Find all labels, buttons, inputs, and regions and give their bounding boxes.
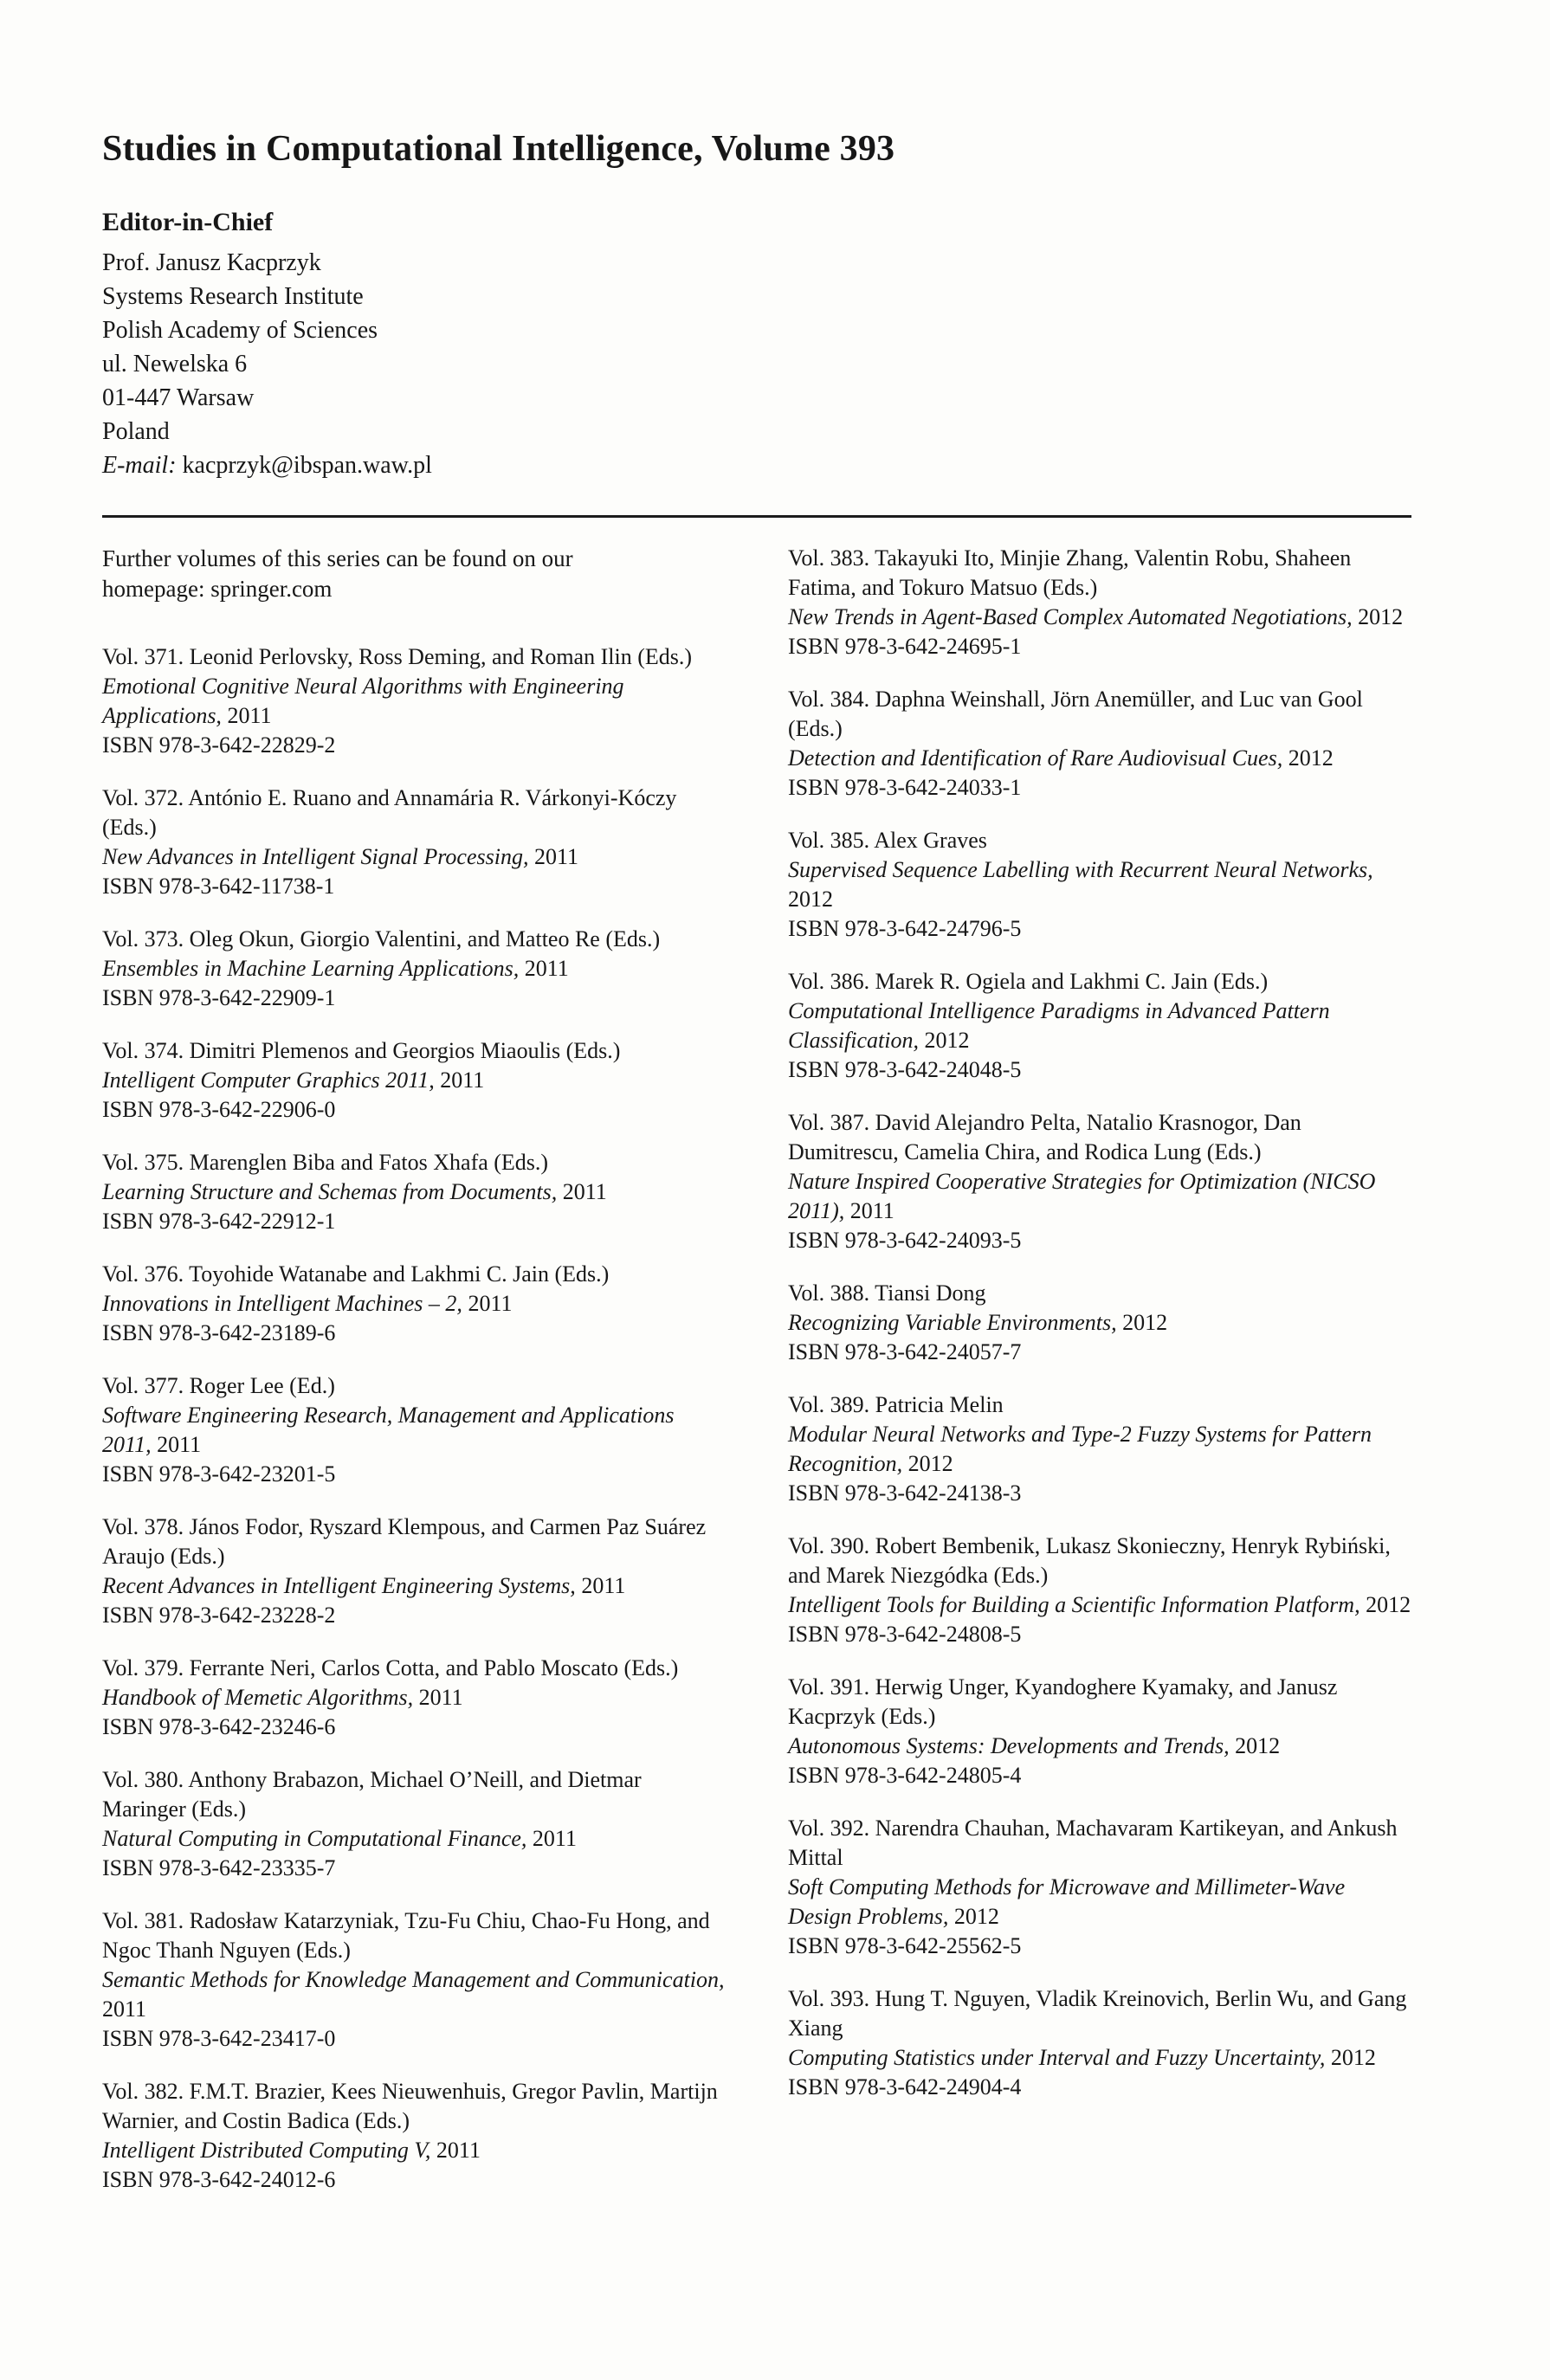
volume-entry xyxy=(102,1512,726,1630)
section-divider xyxy=(102,515,1411,518)
volume-title: Software Engineering Research, Management and Applications 2011, xyxy=(102,1403,675,1457)
volume-title-line xyxy=(788,2043,1411,2073)
volume-list-left xyxy=(102,642,726,2195)
volume-title-line xyxy=(788,855,1411,914)
volume-list-right xyxy=(788,544,1411,2102)
volume-number-and-editors: Vol. 377. Roger Lee (Ed.) xyxy=(102,1373,335,1398)
volume-year: 2011 xyxy=(102,1996,147,2022)
editor-name-line: Prof. Janusz Kacprzyk xyxy=(102,249,321,276)
volume-isbn: ISBN 978-3-642-24033-1 xyxy=(788,775,1022,800)
volume-year: 2011 xyxy=(849,1198,894,1223)
volume-isbn: ISBN 978-3-642-24048-5 xyxy=(788,1057,1022,1082)
volume-entry xyxy=(102,1036,726,1125)
volume-number-and-editors: Vol. 388. Tiansi Dong xyxy=(788,1280,986,1306)
volume-number-and-editors: Vol. 389. Patricia Melin xyxy=(788,1392,1004,1417)
volume-number-and-editors: Vol. 371. Leonid Perlovsky, Ross Deming, and Roman Ilin (Eds.) xyxy=(102,644,693,669)
volume-title-line xyxy=(788,744,1411,773)
volume-title: Recent Advances in Intelligent Engineering Systems, xyxy=(102,1573,576,1598)
volume-title-line xyxy=(788,1590,1411,1620)
volume-title-line xyxy=(102,1177,726,1207)
volume-year: 2012 xyxy=(788,887,833,912)
volume-isbn: ISBN 978-3-642-23246-6 xyxy=(102,1714,336,1739)
volume-entry xyxy=(102,1148,726,1236)
volume-year: 2011 xyxy=(533,844,579,869)
volume-title-line xyxy=(102,672,726,731)
volume-isbn: ISBN 978-3-642-24805-4 xyxy=(788,1763,1022,1788)
volume-isbn: ISBN 978-3-642-22912-1 xyxy=(102,1209,336,1234)
volume-entry xyxy=(102,1654,726,1742)
volume-year: 2011 xyxy=(562,1179,607,1204)
volume-title-line xyxy=(102,1683,726,1712)
volume-columns xyxy=(102,544,1411,2218)
volume-isbn: ISBN 978-3-642-24796-5 xyxy=(788,916,1022,941)
volume-year: 2012 xyxy=(1358,604,1404,629)
volume-title: Intelligent Distributed Computing V, xyxy=(102,2138,431,2163)
volume-title-line xyxy=(788,1308,1411,1338)
editor-block xyxy=(102,208,1411,482)
volume-number-and-editors: Vol. 384. Daphna Weinshall, Jörn Anemüller, and Luc van Gool (Eds.) xyxy=(788,687,1363,741)
volume-entry xyxy=(102,784,726,901)
volume-isbn: ISBN 978-3-642-25562-5 xyxy=(788,1933,1022,1958)
volume-title-line xyxy=(788,1873,1411,1932)
page-content xyxy=(102,128,1411,2218)
volume-isbn: ISBN 978-3-642-23228-2 xyxy=(102,1603,336,1628)
volume-number-and-editors: Vol. 386. Marek R. Ogiela and Lakhmi C. Jain (Eds.) xyxy=(788,969,1269,994)
volume-isbn: ISBN 978-3-642-24057-7 xyxy=(788,1339,1022,1364)
volume-number-and-editors: Vol. 379. Ferrante Neri, Carlos Cotta, and Pablo Moscato (Eds.) xyxy=(102,1655,679,1680)
volume-isbn: ISBN 978-3-642-24093-5 xyxy=(788,1228,1022,1253)
volume-number-and-editors: Vol. 378. János Fodor, Ryszard Klempous, and Carmen Paz Suárez Araujo (Eds.) xyxy=(102,1514,707,1569)
volume-title: Ensembles in Machine Learning Applications, xyxy=(102,956,520,981)
volume-title-line xyxy=(788,1732,1411,1761)
volume-title: Autonomous Systems: Developments and Trends, xyxy=(788,1733,1230,1758)
volume-isbn: ISBN 978-3-642-24904-4 xyxy=(788,2074,1022,2099)
right-column xyxy=(788,544,1411,2125)
volume-entry xyxy=(788,1814,1411,1961)
volume-entry xyxy=(102,2077,726,2195)
volume-year: 2011 xyxy=(436,2138,481,2163)
volume-isbn: ISBN 978-3-642-24808-5 xyxy=(788,1622,1022,1647)
volume-isbn: ISBN 978-3-642-23335-7 xyxy=(102,1855,336,1880)
volume-title-line xyxy=(102,954,726,984)
volume-entry xyxy=(788,1984,1411,2102)
volume-year: 2011 xyxy=(532,1826,577,1851)
volume-title-line xyxy=(788,603,1411,632)
volume-isbn: ISBN 978-3-642-24012-6 xyxy=(102,2167,336,2192)
volume-number-and-editors: Vol. 373. Oleg Okun, Giorgio Valentini, and Matteo Re (Eds.) xyxy=(102,926,661,951)
volume-isbn: ISBN 978-3-642-22909-1 xyxy=(102,985,336,1010)
volume-isbn: ISBN 978-3-642-23189-6 xyxy=(102,1320,336,1345)
volume-title-line xyxy=(102,842,726,872)
volume-title: Detection and Identification of Rare Audiovisual Cues, xyxy=(788,745,1283,771)
volume-title-line xyxy=(788,997,1411,1055)
editor-heading: Editor-in-Chief xyxy=(102,208,274,236)
volume-title-line xyxy=(788,1167,1411,1226)
editor-country-line: Poland xyxy=(102,418,170,445)
volume-isbn: ISBN 978-3-642-22906-0 xyxy=(102,1097,336,1122)
volume-isbn: ISBN 978-3-642-24695-1 xyxy=(788,634,1022,659)
volume-number-and-editors: Vol. 380. Anthony Brabazon, Michael O’Neill, and Dietmar Maringer (Eds.) xyxy=(102,1767,642,1822)
volume-title: Emotional Cognitive Neural Algorithms with Engineering Applications, xyxy=(102,674,624,728)
editor-institute-line: Systems Research Institute xyxy=(102,283,364,310)
volume-title: Nature Inspired Cooperative Strategies for Optimization (NICSO 2011), xyxy=(788,1169,1376,1223)
volume-number-and-editors: Vol. 381. Radosław Katarzyniak, Tzu-Fu Chiu, Chao-Fu Hong, and Ngoc Thanh Nguyen (Eds.) xyxy=(102,1908,710,1963)
volume-entry xyxy=(788,544,1411,661)
volume-title: Intelligent Tools for Building a Scientific Information Platform, xyxy=(788,1592,1360,1617)
volume-year: 2011 xyxy=(157,1432,202,1457)
volume-isbn: ISBN 978-3-642-23417-0 xyxy=(102,2026,336,2051)
volume-title-line xyxy=(102,1965,726,2024)
email-label: E-mail: xyxy=(102,452,177,479)
volume-title: Supervised Sequence Labelling with Recurrent Neural Networks, xyxy=(788,857,1373,882)
email-value: kacprzyk@ibspan.waw.pl xyxy=(182,452,432,479)
volume-title: Soft Computing Methods for Microwave and Millimeter-Wave Design Problems, xyxy=(788,1874,1346,1929)
volume-year: 2012 xyxy=(1330,2045,1376,2070)
volume-entry xyxy=(102,1906,726,2054)
volume-title: New Trends in Agent-Based Complex Automated Negotiations, xyxy=(788,604,1353,629)
volume-number-and-editors: Vol. 372. António E. Ruano and Annamária R. Várkonyi-Kóczy (Eds.) xyxy=(102,785,677,840)
volume-number-and-editors: Vol. 385. Alex Graves xyxy=(788,828,987,853)
volume-number-and-editors: Vol. 375. Marenglen Biba and Fatos Xhafa (Eds.) xyxy=(102,1150,549,1175)
volume-year: 2011 xyxy=(524,956,569,981)
volume-number-and-editors: Vol. 393. Hung T. Nguyen, Vladik Kreinovich, Berlin Wu, and Gang Xiang xyxy=(788,1986,1407,2041)
volume-entry xyxy=(788,967,1411,1085)
volume-title-line xyxy=(788,1420,1411,1479)
volume-title-line xyxy=(102,2136,726,2165)
volume-entry xyxy=(788,1532,1411,1649)
editor-street-line: ul. Newelska 6 xyxy=(102,351,248,377)
volume-entry xyxy=(102,1260,726,1348)
volume-number-and-editors: Vol. 382. F.M.T. Brazier, Kees Nieuwenhuis, Gregor Pavlin, Martijn Warnier, and Costin Badica (Eds.) xyxy=(102,2079,718,2133)
volume-year: 2012 xyxy=(1366,1592,1411,1617)
volume-year: 2012 xyxy=(907,1451,953,1476)
volume-year: 2011 xyxy=(440,1067,485,1093)
volume-entry xyxy=(788,685,1411,803)
volume-entry xyxy=(788,1108,1411,1255)
editor-academy-line: Polish Academy of Sciences xyxy=(102,317,378,344)
volume-year: 2012 xyxy=(924,1028,970,1053)
volume-entry xyxy=(102,925,726,1013)
volume-title: Innovations in Intelligent Machines – 2, xyxy=(102,1291,462,1316)
volume-entry xyxy=(788,1673,1411,1790)
volume-year: 2012 xyxy=(1288,745,1334,771)
volume-year: 2011 xyxy=(418,1685,463,1710)
volume-title: Semantic Methods for Knowledge Management and Communication, xyxy=(102,1967,725,1992)
volume-entry xyxy=(102,1765,726,1883)
volume-title: Recognizing Variable Environments, xyxy=(788,1310,1117,1335)
volume-number-and-editors: Vol. 391. Herwig Unger, Kyandoghere Kyamaky, and Janusz Kacprzyk (Eds.) xyxy=(788,1674,1338,1729)
volume-title-line xyxy=(102,1066,726,1095)
volume-year: 2012 xyxy=(953,1904,999,1929)
volume-title: Intelligent Computer Graphics 2011, xyxy=(102,1067,435,1093)
volume-entry xyxy=(102,1371,726,1489)
volume-title-line xyxy=(102,1824,726,1854)
volume-entry xyxy=(788,1279,1411,1367)
volume-entry xyxy=(788,826,1411,944)
volume-year: 2011 xyxy=(581,1573,626,1598)
volume-entry xyxy=(788,1390,1411,1508)
volume-title: Learning Structure and Schemas from Documents, xyxy=(102,1179,558,1204)
volume-title: Handbook of Memetic Algorithms, xyxy=(102,1685,414,1710)
further-volumes-note: Further volumes of this series can be found on our homepage: springer.com xyxy=(102,545,573,602)
volume-entry xyxy=(102,642,726,760)
volume-isbn: ISBN 978-3-642-11738-1 xyxy=(102,874,335,899)
volume-year: 2011 xyxy=(227,703,272,728)
volume-year: 2012 xyxy=(1235,1733,1281,1758)
page-title: Studies in Computational Intelligence, Volume 393 xyxy=(102,129,895,169)
volume-title: Computing Statistics under Interval and Fuzzy Uncertainty, xyxy=(788,2045,1326,2070)
volume-number-and-editors: Vol. 376. Toyohide Watanabe and Lakhmi C. Jain (Eds.) xyxy=(102,1261,610,1287)
volume-number-and-editors: Vol. 390. Robert Bembenik, Lukasz Skonieczny, Henryk Rybiński, and Marek Niezgódka (Eds.) xyxy=(788,1533,1391,1588)
volume-isbn: ISBN 978-3-642-22829-2 xyxy=(102,732,336,758)
editor-city-line: 01-447 Warsaw xyxy=(102,384,255,411)
editor-email-line xyxy=(102,448,1411,482)
volume-number-and-editors: Vol. 387. David Alejandro Pelta, Natalio Krasnogor, Dan Dumitrescu, Camelia Chira, and Rodica Lung (Eds.) xyxy=(788,1110,1301,1164)
volume-year: 2012 xyxy=(1122,1310,1168,1335)
left-column xyxy=(102,544,726,2218)
volume-title: New Advances in Intelligent Signal Processing, xyxy=(102,844,529,869)
volume-title-line xyxy=(102,1289,726,1319)
volume-number-and-editors: Vol. 374. Dimitri Plemenos and Georgios Miaoulis (Eds.) xyxy=(102,1038,621,1063)
volume-title: Computational Intelligence Paradigms in Advanced Pattern Classification, xyxy=(788,998,1330,1053)
volume-number-and-editors: Vol. 392. Narendra Chauhan, Machavaram Kartikeyan, and Ankush Mittal xyxy=(788,1816,1398,1870)
volume-isbn: ISBN 978-3-642-24138-3 xyxy=(788,1480,1022,1506)
volume-title: Natural Computing in Computational Finance, xyxy=(102,1826,527,1851)
volume-isbn: ISBN 978-3-642-23201-5 xyxy=(102,1461,336,1487)
volume-title: Modular Neural Networks and Type-2 Fuzzy Systems for Pattern Recognition, xyxy=(788,1422,1372,1476)
volume-title-line xyxy=(102,1401,726,1460)
volume-year: 2011 xyxy=(468,1291,513,1316)
volume-number-and-editors: Vol. 383. Takayuki Ito, Minjie Zhang, Valentin Robu, Shaheen Fatima, and Tokuro Matsuo (Eds.) xyxy=(788,545,1352,600)
volume-title-line xyxy=(102,1571,726,1601)
